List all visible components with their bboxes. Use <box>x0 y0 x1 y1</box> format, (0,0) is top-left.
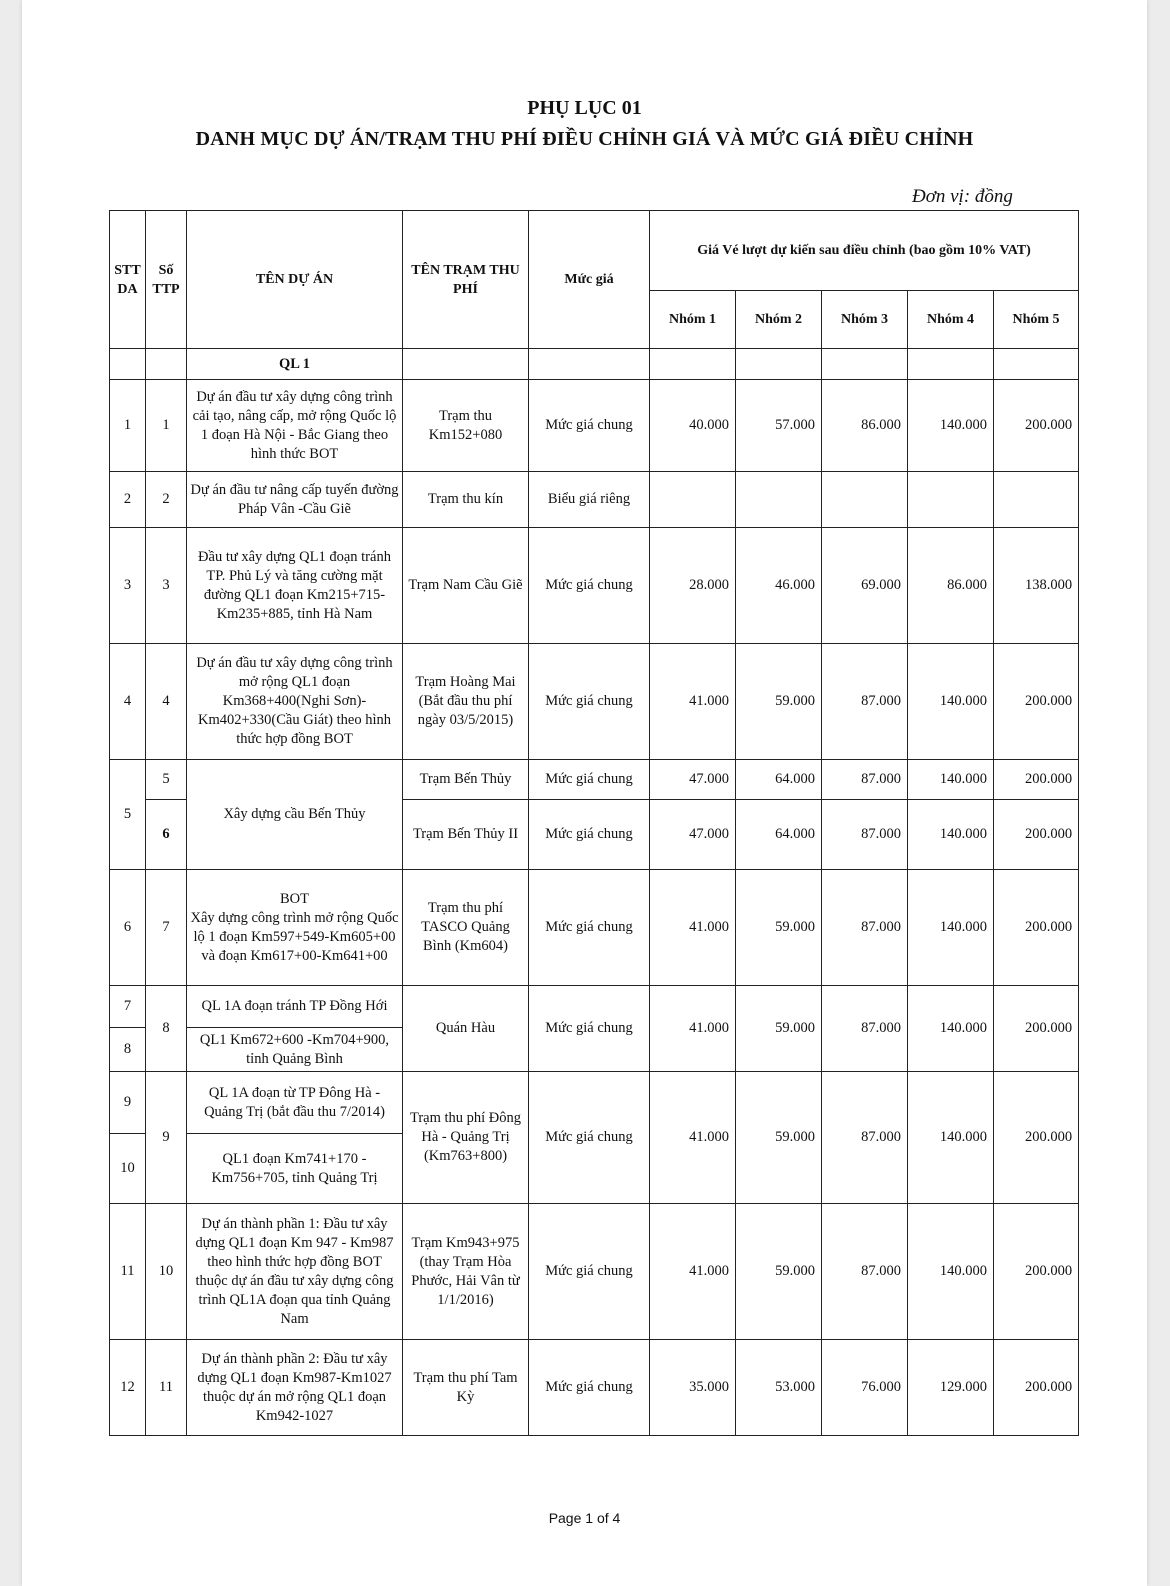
station-cell: Trạm Hoàng Mai (Bắt đầu thu phí ngày 03/5/2015) <box>403 644 529 760</box>
ttp-cell: 3 <box>146 528 187 644</box>
price-cell: 41.000 <box>650 870 736 986</box>
price-cell: 87.000 <box>822 644 908 760</box>
project-cell: Dự án đầu tư nâng cấp tuyến đường Pháp Vân -Cầu Giẽ <box>187 472 403 528</box>
price-cell: 59.000 <box>736 870 822 986</box>
price-cell: 41.000 <box>650 1072 736 1204</box>
price-cell: 47.000 <box>650 760 736 800</box>
project-cell: QL1 đoạn Km741+170 - Km756+705, tỉnh Quảng Trị <box>187 1134 403 1204</box>
table-row <box>110 1072 1079 1134</box>
stt-cell: 5 <box>110 760 146 870</box>
table-row <box>110 1340 1079 1436</box>
stt-cell: 1 <box>110 380 146 472</box>
project-cell: Dự án đầu tư xây dựng công trình mở rộng QL1 đoạn Km368+400(Nghi Sơn)-Km402+330(Cầu Giát) theo hình thức hợp đồng BOT <box>187 644 403 760</box>
ttp-cell: 2 <box>146 472 187 528</box>
col-nhom-5: Nhóm 5 <box>994 291 1079 349</box>
price-cell: 200.000 <box>994 1204 1079 1340</box>
col-stt-da: STT DA <box>110 211 146 349</box>
price-cell: 87.000 <box>822 760 908 800</box>
stt-cell: 10 <box>110 1134 146 1204</box>
level-cell: Mức giá chung <box>529 986 650 1072</box>
price-cell: 200.000 <box>994 986 1079 1072</box>
price-cell: 200.000 <box>994 760 1079 800</box>
station-cell: Trạm thu phí Đông Hà - Quảng Trị (Km763+800) <box>403 1072 529 1204</box>
col-muc-gia: Mức giá <box>529 211 650 349</box>
appendix-title: PHỤ LỤC 01 <box>527 97 642 119</box>
price-cell: 129.000 <box>908 1340 994 1436</box>
price-cell: 69.000 <box>822 528 908 644</box>
price-cell: 47.000 <box>650 800 736 870</box>
price-cell: 200.000 <box>994 380 1079 472</box>
price-cell: 200.000 <box>994 644 1079 760</box>
price-cell: 59.000 <box>736 1072 822 1204</box>
table-row <box>110 1204 1079 1340</box>
price-cell: 200.000 <box>994 1340 1079 1436</box>
station-cell: Trạm Km943+975 (thay Trạm Hòa Phước, Hải Vân từ 1/1/2016) <box>403 1204 529 1340</box>
section-label: QL 1 <box>187 349 403 380</box>
price-cell: 140.000 <box>908 380 994 472</box>
project-cell: Dự án đầu tư xây dựng công trình cải tạo, nâng cấp, mở rộng Quốc lộ 1 đoạn Hà Nội - Bắc Giang theo hình thức BOT <box>187 380 403 472</box>
project-cell: BOT Xây dựng công trình mở rộng Quốc lộ 1 đoạn Km597+549-Km605+00 và đoạn Km617+00-Km641+00 <box>187 870 403 986</box>
price-cell: 64.000 <box>736 800 822 870</box>
station-cell: Trạm thu Km152+080 <box>403 380 529 472</box>
table-row <box>110 870 1079 986</box>
table-row <box>110 380 1079 472</box>
col-nhom-4: Nhóm 4 <box>908 291 994 349</box>
station-cell: Trạm Nam Cầu Giẽ <box>403 528 529 644</box>
price-cell: 200.000 <box>994 1072 1079 1204</box>
level-cell: Mức giá chung <box>529 1340 650 1436</box>
project-cell: QL 1A đoạn từ TP Đông Hà - Quảng Trị (bắt đầu thu 7/2014) <box>187 1072 403 1134</box>
price-cell: 28.000 <box>650 528 736 644</box>
stt-cell: 11 <box>110 1204 146 1340</box>
document-title: DANH MỤC DỰ ÁN/TRẠM THU PHÍ ĐIỀU CHỈNH GIÁ VÀ MỨC GIÁ ĐIỀU CHỈNH <box>195 128 974 150</box>
project-cell: Đầu tư xây dựng QL1 đoạn tránh TP. Phủ Lý và tăng cường mặt đường QL1 đoạn Km215+715-Km235+885, tỉnh Hà Nam <box>187 528 403 644</box>
stt-cell: 6 <box>110 870 146 986</box>
table-row <box>110 760 1079 800</box>
price-cell: 59.000 <box>736 1204 822 1340</box>
price-cell: 140.000 <box>908 760 994 800</box>
ttp-cell: 11 <box>146 1340 187 1436</box>
project-cell: Xây dựng cầu Bến Thủy <box>187 760 403 870</box>
station-cell: Trạm thu phí Tam Kỳ <box>403 1340 529 1436</box>
price-cell: 53.000 <box>736 1340 822 1436</box>
station-cell: Quán Hàu <box>403 986 529 1072</box>
stt-cell: 9 <box>110 1072 146 1134</box>
station-cell: Trạm thu kín <box>403 472 529 528</box>
price-cell: 86.000 <box>822 380 908 472</box>
price-cell: 140.000 <box>908 1072 994 1204</box>
price-cell: 64.000 <box>736 760 822 800</box>
ttp-cell: 6 <box>146 800 187 870</box>
price-cell: 35.000 <box>650 1340 736 1436</box>
price-cell: 87.000 <box>822 870 908 986</box>
ttp-cell: 9 <box>146 1072 187 1204</box>
col-ten-tram: TÊN TRẠM THU PHÍ <box>403 211 529 349</box>
level-cell: Mức giá chung <box>529 644 650 760</box>
price-cell: 140.000 <box>908 644 994 760</box>
stt-cell: 2 <box>110 472 146 528</box>
level-cell: Biểu giá riêng <box>529 472 650 528</box>
price-cell: 140.000 <box>908 986 994 1072</box>
col-ten-du-an: TÊN DỰ ÁN <box>187 211 403 349</box>
stt-cell: 8 <box>110 1028 146 1072</box>
col-price-group: Giá Vé lượt dự kiến sau điều chỉnh (bao gồm 10% VAT) <box>650 211 1079 291</box>
price-cell: 87.000 <box>822 1204 908 1340</box>
stt-cell: 4 <box>110 644 146 760</box>
col-nhom-2: Nhóm 2 <box>736 291 822 349</box>
station-cell: Trạm thu phí TASCO Quảng Bình (Km604) <box>403 870 529 986</box>
col-nhom-3: Nhóm 3 <box>822 291 908 349</box>
level-cell: Mức giá chung <box>529 380 650 472</box>
price-cell: 140.000 <box>908 870 994 986</box>
ttp-cell: 10 <box>146 1204 187 1340</box>
level-cell: Mức giá chung <box>529 870 650 986</box>
price-cell: 86.000 <box>908 528 994 644</box>
page-number: Page 1 of 4 <box>548 1510 621 1526</box>
price-cell: 57.000 <box>736 380 822 472</box>
price-cell: 87.000 <box>822 800 908 870</box>
document-page <box>22 0 1147 1586</box>
stt-cell: 3 <box>110 528 146 644</box>
price-cell: 140.000 <box>908 1204 994 1340</box>
project-cell: Dự án thành phần 2: Đầu tư xây dựng QL1 đoạn Km987-Km1027 thuộc dự án mở rộng QL1 đoạn Km942-1027 <box>187 1340 403 1436</box>
col-nhom-1: Nhóm 1 <box>650 291 736 349</box>
price-cell: 140.000 <box>908 800 994 870</box>
level-cell: Mức giá chung <box>529 1204 650 1340</box>
price-cell: 59.000 <box>736 986 822 1072</box>
table-row <box>110 986 1079 1028</box>
stt-cell: 7 <box>110 986 146 1028</box>
ttp-cell: 4 <box>146 644 187 760</box>
ttp-cell: 8 <box>146 986 187 1072</box>
toll-price-table <box>109 210 1079 1436</box>
price-cell: 138.000 <box>994 528 1079 644</box>
level-cell: Mức giá chung <box>529 800 650 870</box>
project-cell: QL1 Km672+600 -Km704+900, tỉnh Quảng Bình <box>187 1028 403 1072</box>
price-cell: 41.000 <box>650 1204 736 1340</box>
unit-label: Đơn vị: đồng <box>912 186 1013 207</box>
table-row <box>110 528 1079 644</box>
price-cell: 40.000 <box>650 380 736 472</box>
ttp-cell: 5 <box>146 760 187 800</box>
section-row <box>110 349 1079 380</box>
price-cell: 59.000 <box>736 644 822 760</box>
price-cell: 87.000 <box>822 1072 908 1204</box>
price-cell: 41.000 <box>650 986 736 1072</box>
table-row <box>110 472 1079 528</box>
level-cell: Mức giá chung <box>529 1072 650 1204</box>
station-cell: Trạm Bến Thủy II <box>403 800 529 870</box>
table-row <box>110 644 1079 760</box>
station-cell: Trạm Bến Thủy <box>403 760 529 800</box>
level-cell: Mức giá chung <box>529 760 650 800</box>
col-so-ttp: Số TTP <box>146 211 187 349</box>
ttp-cell: 1 <box>146 380 187 472</box>
project-cell: QL 1A đoạn tránh TP Đồng Hới <box>187 986 403 1028</box>
price-cell: 41.000 <box>650 644 736 760</box>
ttp-cell: 7 <box>146 870 187 986</box>
price-cell: 200.000 <box>994 870 1079 986</box>
project-cell: Dự án thành phần 1: Đầu tư xây dựng QL1 đoạn Km 947 - Km987 theo hình thức hợp đồng BOT thuộc dự án đầu tư xây dựng công trình QL1A đoạn qua tỉnh Quảng Nam <box>187 1204 403 1340</box>
stt-cell: 12 <box>110 1340 146 1436</box>
level-cell: Mức giá chung <box>529 528 650 644</box>
price-cell: 87.000 <box>822 986 908 1072</box>
price-cell: 200.000 <box>994 800 1079 870</box>
price-cell: 76.000 <box>822 1340 908 1436</box>
price-cell: 46.000 <box>736 528 822 644</box>
